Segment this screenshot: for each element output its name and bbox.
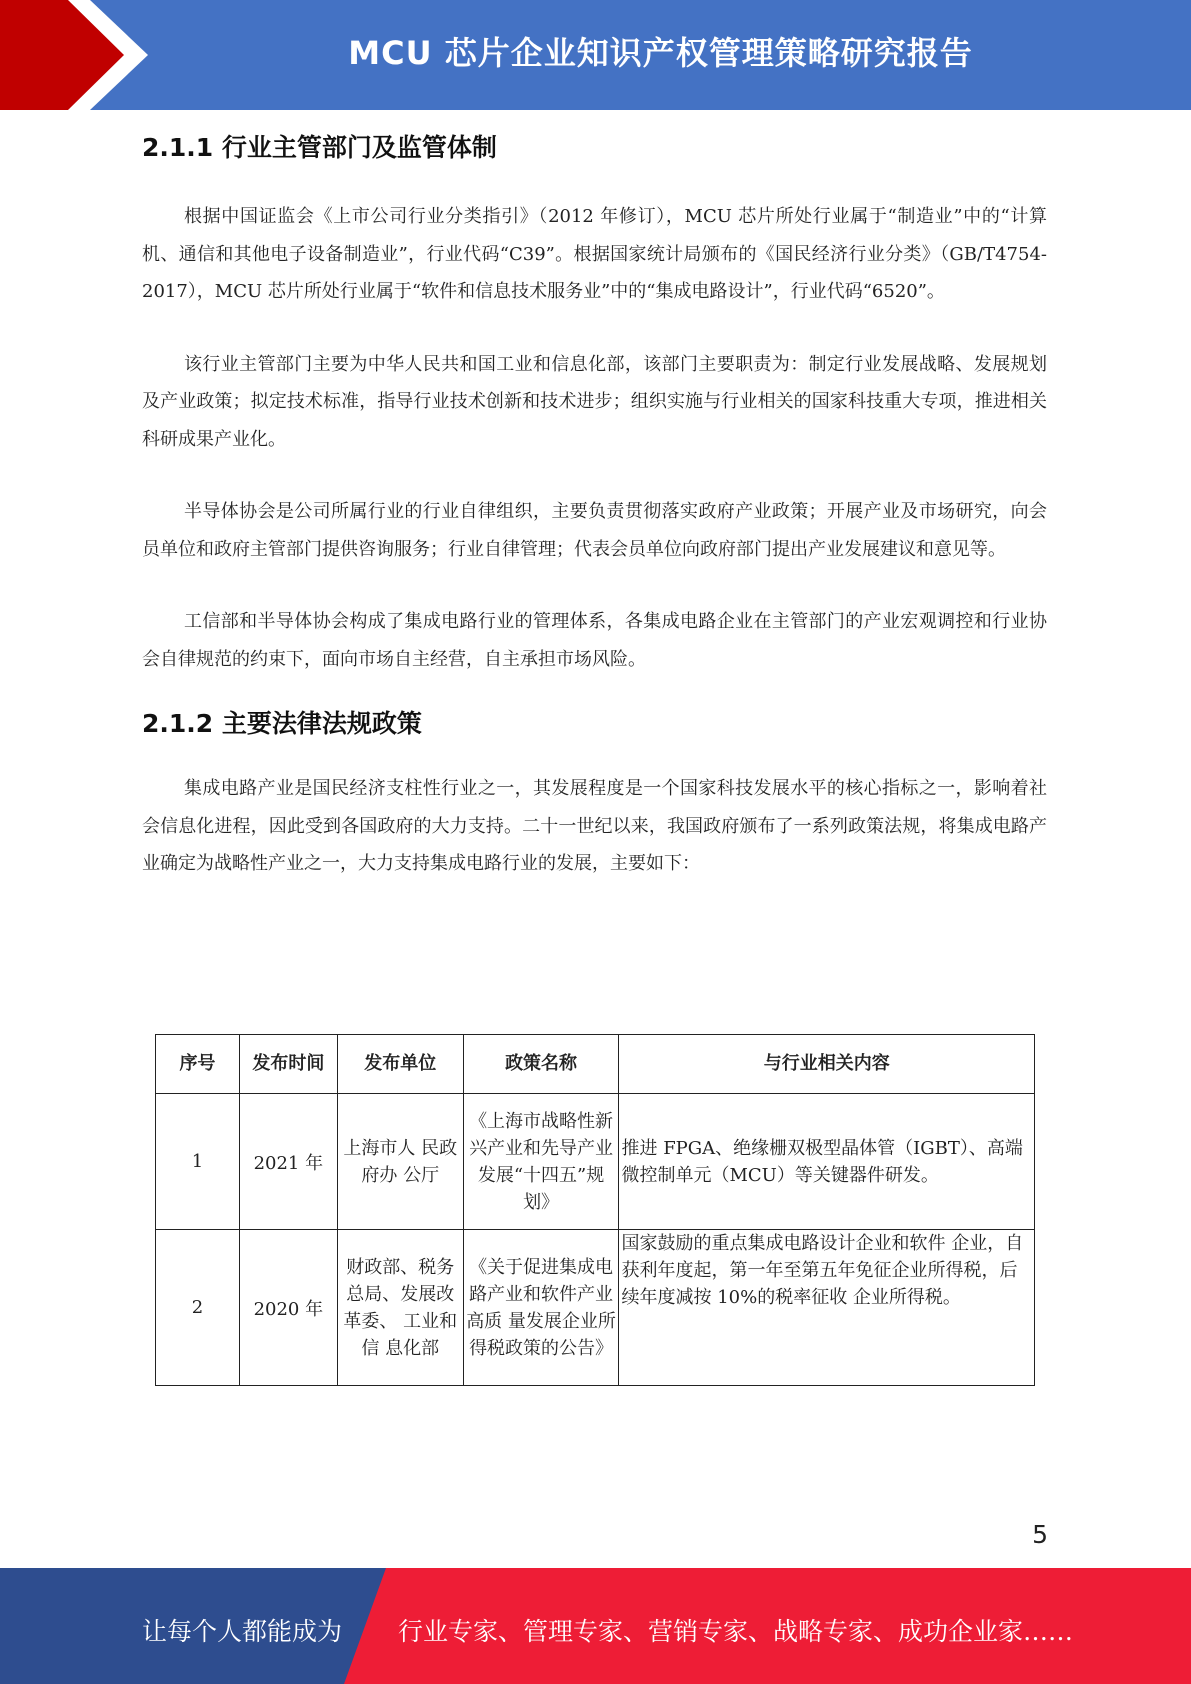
paragraph: 该行业主管部门主要为中华人民共和国工业和信息化部，该部门主要职责为：制定行业发展战略、发展规划及产业政策；拟定技术标准，指导行业技术创新和技术进步；组织实施与行业相关的国家科技重大专项，推进相关科研成果产业化。 — [142, 353, 1047, 450]
paragraph: 半导体协会是公司所属行业的行业自律组织，主要负责贯彻落实政府产业政策；开展产业及市场研究，向会员单位和政府主管部门提供咨询服务；行业自律管理；代表会员单位向政府部门提出产业发展建议和意见等。 — [142, 501, 1047, 560]
paragraph: 工信部和半导体协会构成了集成电路行业的管理体系，各集成电路企业在主管部门的产业宏观调控和行业协会自律规范的约束下，面向市场自主经营，自主承担市场风险。 — [142, 611, 1047, 670]
report-title: MCU 芯片企业知识产权管理策略研究报告 — [348, 34, 973, 72]
column-header: 政策名称 — [463, 1035, 619, 1094]
policy-table — [155, 1034, 1035, 1386]
page-footer — [0, 1568, 1191, 1684]
policy-name: 《关于促进集成电路产业和软件产业高质 量发展企业所 得税政策的公告》 — [463, 1230, 619, 1386]
column-header: 与行业相关内容 — [619, 1035, 1035, 1094]
column-header: 序号 — [156, 1035, 240, 1094]
issue-date: 2021 年 — [239, 1094, 337, 1230]
issue-date: 2020 年 — [239, 1230, 337, 1386]
issuer: 上海市人 民政府办 公厅 — [337, 1094, 463, 1230]
section-heading-2-1-2: 2.1.2 主要法律法规政策 — [142, 709, 422, 738]
paragraph: 集成电路产业是国民经济支柱性行业之一，其发展程度是一个国家科技发展水平的核心指标之一，影响着社会信息化进程，因此受到各国政府的大力支持。二十一世纪以来，我国政府颁布了一系列政策法规，将集成电路产业确定为战略性产业之一，大力支持集成电路行业的发展，主要如下： — [142, 778, 1047, 874]
row-number: 2 — [156, 1230, 240, 1386]
paragraph: 根据中国证监会《上市公司行业分类指引》（2012 年修订），MCU 芯片所处行业属于“制造业”中的“计算机、通信和其他电子设备制造业”，行业代码“C39”。根据国家统计局颁布的《国民经济行业分类》（GB/T4754-2017），MCU 芯片所处行业属于“软件和信息技术服务业”中的“集成电路设计”，行业代码“6520”。 — [142, 206, 1047, 302]
row-number: 1 — [156, 1094, 240, 1230]
column-header: 发布单位 — [337, 1035, 463, 1094]
table-header-row — [156, 1035, 1035, 1094]
related-content: 推进 FPGA、绝缘栅双极型晶体管（IGBT）、高端微控制单元（MCU）等关键器件研发。 — [619, 1094, 1035, 1230]
issuer: 财政部、税务总局、发展改革委、 工业和信 息化部 — [337, 1230, 463, 1386]
table-row — [156, 1230, 1035, 1386]
section-heading-2-1-1: 2.1.1 行业主管部门及监管体制 — [142, 133, 497, 162]
main-content — [142, 128, 1047, 883]
policy-name: 《上海市战略性新兴产业和先导产业发展“十四五”规划》 — [463, 1094, 619, 1230]
column-header: 发布时间 — [239, 1035, 337, 1094]
related-content: 国家鼓励的重点集成电路设计企业和软件 企业，自获利年度起，第一年至第五年免征企业所得税，后续年度减按 10%的税率征收 企业所得税。 — [619, 1230, 1035, 1386]
footer-slogan-right: 行业专家、管理专家、营销专家、战略专家、成功企业家…… — [398, 1617, 1074, 1646]
page-number: 5 — [1032, 1520, 1048, 1549]
table-row — [156, 1094, 1035, 1230]
footer-slogan-left: 让每个人都能成为 — [142, 1617, 343, 1646]
page-header — [0, 0, 1191, 110]
